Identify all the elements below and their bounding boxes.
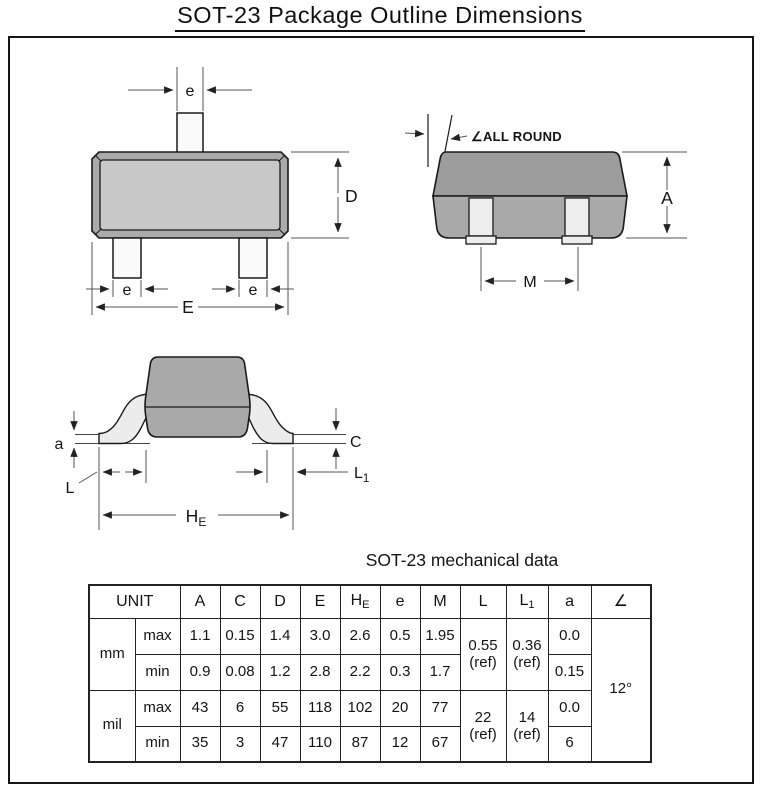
dim-label-l1: $L_1$ xyxy=(354,465,370,485)
col-header-he: $H_E$ xyxy=(340,585,380,618)
dim-label-e-right: e xyxy=(248,282,258,299)
all-round-label: ∠ALL ROUND xyxy=(471,129,562,144)
cell-mm-min-label: min xyxy=(135,654,180,690)
profile-package-body xyxy=(145,357,250,437)
row-mil-max xyxy=(89,690,651,726)
cell-mil-min-label: min xyxy=(135,726,180,762)
cell-mil-min-a-standoff: 6 xyxy=(548,726,591,762)
side-lead-left xyxy=(466,198,496,244)
cell-mm-min-d: 1.2 xyxy=(260,654,300,690)
dim-label-e-top: e xyxy=(185,83,195,100)
front-bottom-lead-right xyxy=(239,238,267,278)
cell-angle-value: 12° xyxy=(591,618,651,762)
cell-mil-min-m: 67 xyxy=(420,726,460,762)
cell-mil-max-e: 118 xyxy=(300,690,340,726)
cell-mil-min-a: 35 xyxy=(180,726,220,762)
table-heading: SOT-23 mechanical data xyxy=(365,550,559,570)
cell-mil-max-c: 6 xyxy=(220,690,260,726)
cell-mm-max-e: 3.0 xyxy=(300,618,340,654)
col-header-l1: $L_1$ xyxy=(506,585,548,618)
dim-label-e-total: E xyxy=(182,297,194,317)
front-dim-e-bottom xyxy=(86,280,294,297)
dim-label-l: L xyxy=(65,480,75,497)
cell-mm-max-a-standoff: 0.0 xyxy=(548,618,591,654)
row-mil-min xyxy=(89,726,651,762)
dim-label-e-left: e xyxy=(122,282,132,299)
row-mm-max xyxy=(89,618,651,654)
cell-mm-l1: 0.36 (ref) xyxy=(506,618,548,690)
col-header-d: D xyxy=(260,585,300,618)
cell-mm-min-e: 2.8 xyxy=(300,654,340,690)
cell-mil-min-he: 87 xyxy=(340,726,380,762)
side-body-top-face xyxy=(433,152,627,196)
cell-mil-max-label: max xyxy=(135,690,180,726)
cell-mm-min-c: 0.08 xyxy=(220,654,260,690)
col-header-a-standoff: a xyxy=(548,585,591,618)
dim-label-a-height: A xyxy=(661,188,673,208)
cell-mm-min-a-standoff: 0.15 xyxy=(548,654,591,690)
front-bottom-lead-left xyxy=(113,238,141,278)
cell-mil-max-a-standoff: 0.0 xyxy=(548,690,591,726)
side-body-front-face xyxy=(433,196,627,238)
cell-mil-min-e-pitch: 12 xyxy=(380,726,420,762)
col-header-angle: ∠ xyxy=(591,585,651,618)
col-header-c: C xyxy=(220,585,260,618)
side-lead-right xyxy=(562,198,592,244)
col-header-unit: UNIT xyxy=(89,585,180,618)
cell-mil-min-e: 110 xyxy=(300,726,340,762)
cell-mil-max-a: 43 xyxy=(180,690,220,726)
cell-unit-mm: mm xyxy=(89,618,135,690)
cell-mm-max-a: 1.1 xyxy=(180,618,220,654)
cell-mil-l1: 14 (ref) xyxy=(506,690,548,762)
side-dim-a xyxy=(622,152,687,238)
col-header-m: M xyxy=(420,585,460,618)
front-view xyxy=(86,67,358,317)
profile-dim-l1 xyxy=(236,447,348,530)
profile-view xyxy=(55,357,370,530)
mechanical-data-table xyxy=(88,584,652,763)
front-package-body-inner xyxy=(100,160,280,230)
side-draft-angle-arrows xyxy=(405,133,467,139)
side-view xyxy=(405,114,687,291)
cell-mm-l: 0.55 (ref) xyxy=(460,618,506,690)
col-header-e: E xyxy=(300,585,340,618)
cell-mm-max-d: 1.4 xyxy=(260,618,300,654)
dim-label-c: C xyxy=(350,434,362,451)
cell-mm-max-he: 2.6 xyxy=(340,618,380,654)
profile-dim-l xyxy=(79,447,146,530)
cell-mm-min-a: 0.9 xyxy=(180,654,220,690)
cell-mm-max-c: 0.15 xyxy=(220,618,260,654)
dim-label-he: $H_E$ xyxy=(185,506,207,529)
cell-mil-min-d: 47 xyxy=(260,726,300,762)
col-header-a: A xyxy=(180,585,220,618)
cell-unit-mil: mil xyxy=(89,690,135,762)
cell-mil-max-m: 77 xyxy=(420,690,460,726)
cell-mil-max-he: 102 xyxy=(340,690,380,726)
cell-mm-max-e-pitch: 0.5 xyxy=(380,618,420,654)
col-header-l: L xyxy=(460,585,506,618)
cell-mm-max-label: max xyxy=(135,618,180,654)
front-top-lead xyxy=(177,113,203,153)
cell-mil-max-e-pitch: 20 xyxy=(380,690,420,726)
table-header-row xyxy=(89,585,651,618)
front-dim-d xyxy=(291,152,349,238)
cell-mil-min-c: 3 xyxy=(220,726,260,762)
profile-lead-left xyxy=(99,394,152,444)
cell-mm-min-e-pitch: 0.3 xyxy=(380,654,420,690)
col-header-e-pitch: e xyxy=(380,585,420,618)
dim-label-d: D xyxy=(345,186,358,206)
dim-label-a-standoff: a xyxy=(54,436,64,453)
cell-mil-l: 22 (ref) xyxy=(460,690,506,762)
cell-mm-min-he: 2.2 xyxy=(340,654,380,690)
cell-mm-max-m: 1.95 xyxy=(420,618,460,654)
cell-mil-max-d: 55 xyxy=(260,690,300,726)
page-title: SOT-23 Package Outline Dimensions xyxy=(0,2,760,29)
row-mm-min xyxy=(89,654,651,690)
cell-mm-min-m: 1.7 xyxy=(420,654,460,690)
dim-label-m: M xyxy=(523,274,537,291)
